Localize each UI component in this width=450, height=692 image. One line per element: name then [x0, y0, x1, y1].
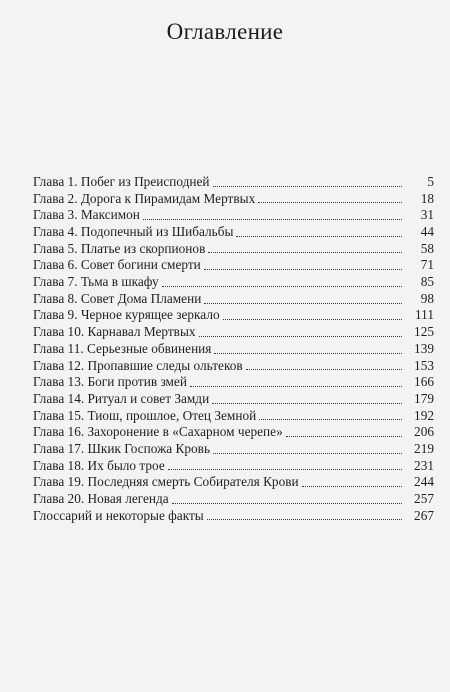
toc-entry-label: Глава 10. Карнавал Мертвых	[33, 324, 196, 340]
toc-entry-label: Глава 14. Ритуал и совет Замди	[33, 390, 210, 406]
toc-entry	[33, 374, 434, 391]
toc-entry-label: Глава 16. Захоронение в «Сахарном черепе»	[33, 424, 283, 440]
dot-leader	[199, 336, 402, 337]
dot-leader	[172, 503, 402, 504]
toc-entry-label: Глава 12. Пропавшие следы ольтеков	[33, 357, 243, 373]
dot-leader	[302, 486, 402, 487]
dot-leader	[204, 269, 402, 270]
toc-entry-label: Глава 1. Побег из Преисподней	[33, 173, 210, 189]
toc-entry-page-number: 58	[420, 240, 434, 256]
toc-entry	[33, 274, 434, 291]
toc-entry-page-number: 179	[414, 390, 434, 406]
toc-entry-page-number: 98	[420, 290, 434, 306]
toc-entry	[33, 207, 434, 224]
toc-entry-label: Глава 18. Их было трое	[33, 457, 165, 473]
dot-leader	[207, 519, 402, 520]
toc-entry-page-number: 267	[414, 507, 434, 523]
toc-entry-label: Глава 2. Дорога к Пирамидам Мертвых	[33, 190, 256, 206]
toc-entry-page-number: 18	[420, 190, 434, 206]
toc-entry	[33, 291, 434, 308]
toc-entry-label: Глава 3. Максимон	[33, 207, 140, 223]
toc-entry-page-number: 166	[414, 374, 434, 390]
toc-entry-label: Глава 13. Боги против змей	[33, 374, 187, 390]
toc-entry-page-number: 231	[414, 457, 434, 473]
toc-entry-label: Глава 6. Совет богини смерти	[33, 257, 201, 273]
toc-entry	[33, 191, 434, 208]
toc-entry-label: Глава 9. Черное курящее зеркало	[33, 307, 220, 323]
dot-leader	[246, 369, 402, 370]
toc-entry	[33, 424, 434, 441]
toc-entry-page-number: 71	[420, 257, 434, 273]
toc-entry	[33, 308, 434, 325]
dot-leader	[190, 386, 402, 387]
toc-entry	[33, 458, 434, 475]
toc-entry-page-number: 125	[414, 324, 434, 340]
toc-entry	[33, 474, 434, 491]
toc-entry-page-number: 192	[414, 407, 434, 423]
toc-entry-page-number: 5	[427, 173, 434, 189]
dot-leader	[286, 436, 402, 437]
page-title: Оглавление	[166, 19, 284, 44]
toc-entry-page-number: 85	[420, 274, 434, 290]
toc-entry-label: Глава 8. Совет Дома Пламени	[33, 290, 202, 306]
toc-entry	[33, 257, 434, 274]
dot-leader	[204, 303, 402, 304]
dot-leader	[236, 236, 402, 237]
table-of-contents	[33, 174, 434, 524]
toc-entry	[33, 491, 434, 508]
toc-entry	[33, 341, 434, 358]
toc-entry-label: Глава 17. Шкик Госпожа Кровь	[33, 440, 211, 456]
dot-leader	[143, 219, 402, 220]
dot-leader	[212, 403, 402, 404]
toc-entry	[33, 391, 434, 408]
dot-leader	[223, 319, 402, 320]
toc-entry-page-number: 219	[414, 440, 434, 456]
dot-leader	[208, 252, 402, 253]
toc-entry-label: Глава 20. Новая легенда	[33, 491, 169, 507]
toc-entry	[33, 241, 434, 258]
toc-entry-page-number: 44	[420, 224, 434, 240]
dot-leader	[162, 286, 402, 287]
dot-leader	[168, 469, 402, 470]
toc-entry-label: Глава 5. Платье из скорпионов	[33, 240, 206, 256]
dot-leader	[213, 453, 402, 454]
dot-leader	[258, 202, 402, 203]
toc-entry	[33, 324, 434, 341]
dot-leader	[214, 353, 402, 354]
toc-entry	[33, 224, 434, 241]
toc-entry-page-number: 31	[420, 207, 434, 223]
toc-entry	[33, 358, 434, 375]
dot-leader	[259, 419, 402, 420]
toc-entry-label: Глава 11. Серьезные обвинения	[33, 340, 212, 356]
toc-entry-label: Глава 4. Подопечный из Шибальбы	[33, 224, 234, 240]
toc-entry-label: Глава 15. Тиош, прошлое, Отец Земной	[33, 407, 257, 423]
toc-entry	[33, 408, 434, 425]
toc-entry-label: Глава 19. Последняя смерть Собирателя Крови	[33, 474, 299, 490]
toc-entry-label: Глоссарий и некоторые факты	[33, 507, 204, 523]
toc-entry-page-number: 206	[414, 424, 434, 440]
toc-entry-page-number: 139	[414, 340, 434, 356]
toc-entry-page-number: 153	[414, 357, 434, 373]
toc-entry-page-number: 257	[414, 491, 434, 507]
toc-entry	[33, 174, 434, 191]
toc-entry-page-number: 244	[414, 474, 434, 490]
toc-entry	[33, 441, 434, 458]
dot-leader	[213, 186, 402, 187]
toc-entry	[33, 508, 434, 525]
toc-entry-label: Глава 7. Тьма в шкафу	[33, 274, 159, 290]
toc-entry-page-number: 111	[415, 307, 434, 323]
